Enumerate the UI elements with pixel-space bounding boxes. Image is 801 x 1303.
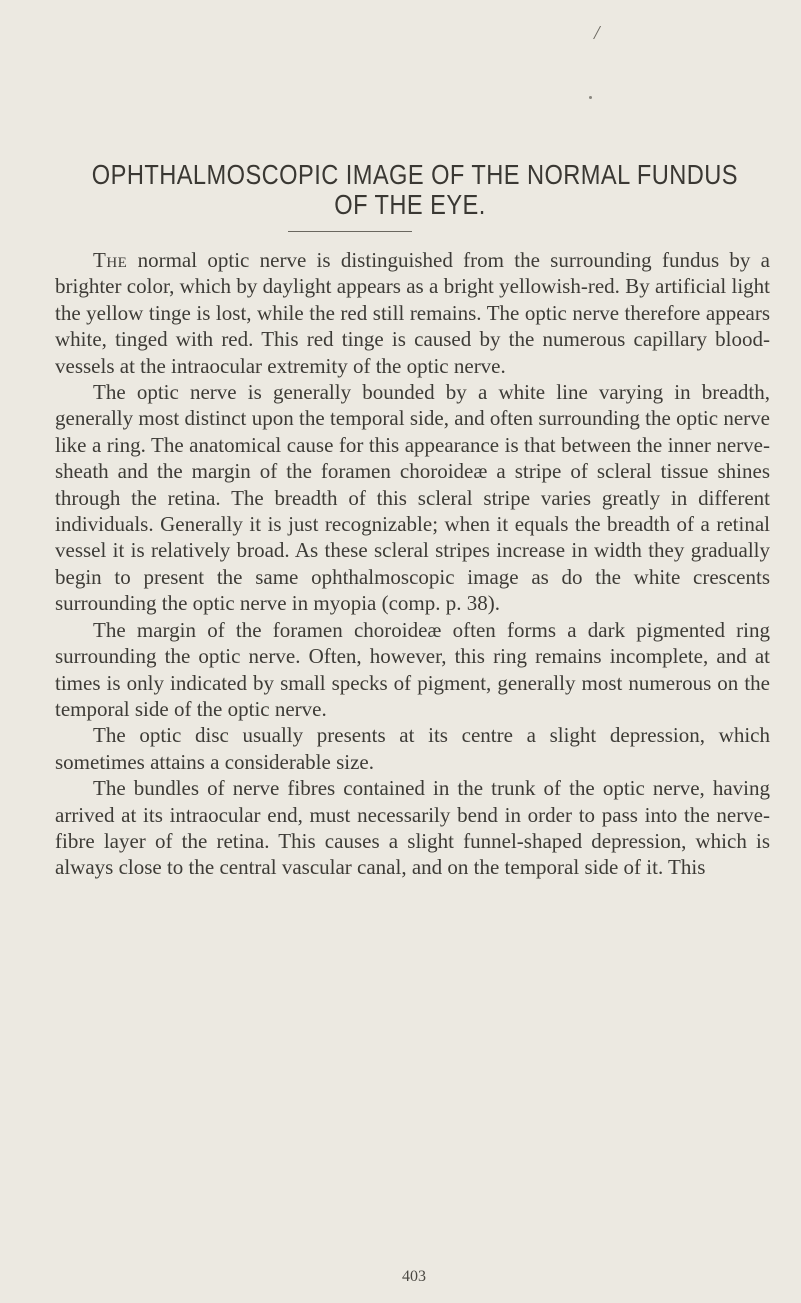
ink-speck (589, 96, 592, 99)
page-title (91, 159, 738, 220)
paragraph-1-text: normal optic nerve is distinguished from the surrounding fundus by a brighter color, which by daylight appears as a bright yellowish-red. By artificial light the yellow tinge is lost, while the red still remains. The optic nerve therefore appears white, tinged with red. This red tinge is caused by the numerous capillary blood-vessels at the intraocular extremity of the optic nerve. (55, 248, 770, 378)
corner-mark: / (594, 22, 600, 44)
paragraph-2: The optic nerve is generally bounded by a white line varying in breadth, generally most distinct upon the temporal side, and often surrounding the optic nerve like a ring. The anatomical cause for this appearance is that between the inner nerve-sheath and the margin of the foramen choroideæ a stripe of scleral tissue shines through the retina. The breadth of this scleral stripe varies greatly in different individuals. Generally it is just recognizable; when it equals the breadth of a retinal vessel it is relatively broad. As these scleral stripes increase in width they gradually begin to present the same ophthalmoscopic image as do the white crescents surrounding the optic nerve in myopia (comp. p. 38). (55, 380, 770, 616)
title-line-1: OPHTHALMOSCOPIC IMAGE OF THE NORMAL FUNDUS (91, 159, 738, 190)
title-divider (288, 231, 412, 232)
page-number: 403 (402, 1268, 426, 1285)
title-line-2: OF THE EYE. (334, 189, 486, 220)
paragraph-5: The bundles of nerve fibres contained in the trunk of the optic nerve, having arrived at its intraocular end, must necessarily bend in order to pass into the nerve-fibre layer of the retina. This causes a slight funnel-shaped depression, which is always close to the central vascular canal, and on the temporal side of it. This (55, 776, 770, 880)
paragraph-4: The optic disc usually presents at its centre a slight depression, which sometimes attains a considerable size. (55, 723, 770, 774)
body-text (55, 247, 770, 881)
paragraph-3: The margin of the foramen choroideæ often forms a dark pigmented ring surrounding the optic nerve. Often, however, this ring remains incomplete, and at times is only indicated by small specks of pigment, generally most numerous on the temporal side of the optic nerve. (55, 617, 770, 721)
paragraph-1 (55, 247, 770, 379)
paragraph-1-lead: The (93, 248, 128, 272)
